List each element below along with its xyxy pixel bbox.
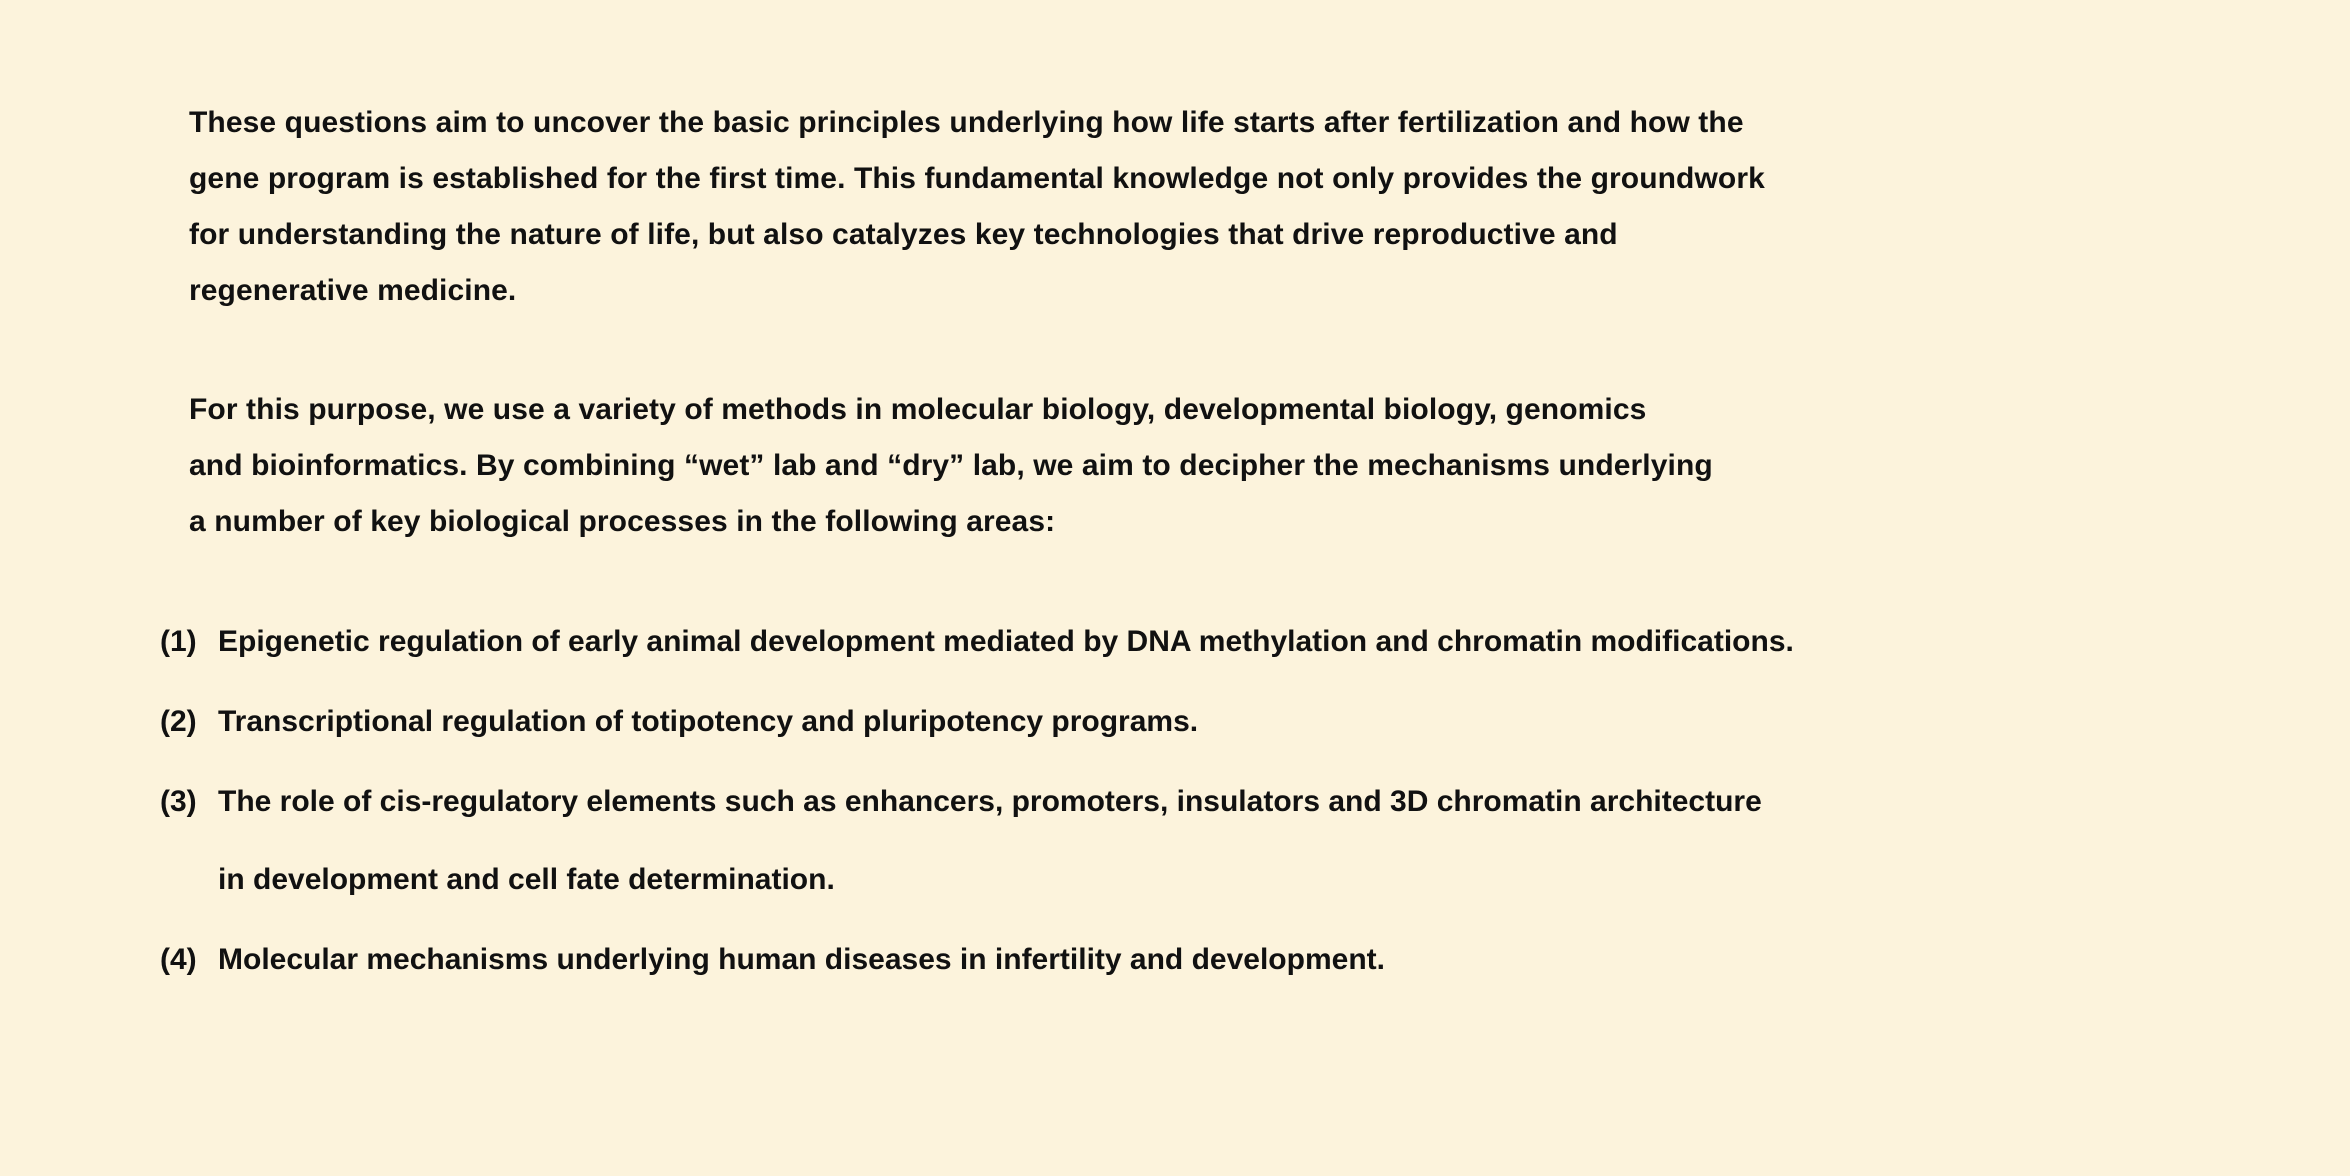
list-item-marker: (4) — [160, 943, 197, 976]
list-item-marker: (3) — [160, 785, 197, 818]
list-item-text: The role of cis-regulatory elements such as enhancers, promoters, insulators and 3D chromatin architecture — [218, 785, 1762, 818]
methods-paragraph — [189, 382, 2189, 550]
paragraph-line: For this purpose, we use a variety of methods in molecular biology, developmental biology, genomics — [189, 393, 1647, 426]
paragraph-line: regenerative medicine. — [189, 274, 517, 307]
intro-paragraph — [189, 95, 2189, 319]
list-item-text: Transcriptional regulation of totipotency and pluripotency programs. — [218, 705, 1199, 738]
list-item-marker: (1) — [160, 625, 197, 658]
list-item — [160, 700, 2310, 744]
paragraph-line: These questions aim to uncover the basic principles underlying how life starts after fertilization and how the — [189, 106, 1744, 139]
paragraph-line: and bioinformatics. By combining “wet” lab and “dry” lab, we aim to decipher the mechanisms underlying — [189, 449, 1713, 482]
paragraph-line: a number of key biological processes in the following areas: — [189, 505, 1056, 538]
list-item — [160, 938, 2310, 982]
research-areas-list — [160, 620, 2310, 1018]
list-item-continuation: in development and cell fate determination. — [218, 863, 835, 896]
paragraph-line: for understanding the nature of life, but also catalyzes key technologies that drive reproductive and — [189, 218, 1618, 251]
list-item — [160, 620, 2310, 664]
list-item-marker: (2) — [160, 705, 197, 738]
list-item — [160, 780, 2310, 902]
paragraph-line: gene program is established for the first time. This fundamental knowledge not only provides the groundwork — [189, 162, 1765, 195]
list-item-text: Epigenetic regulation of early animal development mediated by DNA methylation and chromatin modifications. — [218, 625, 1794, 658]
list-item-text: Molecular mechanisms underlying human diseases in infertility and development. — [218, 943, 1385, 976]
